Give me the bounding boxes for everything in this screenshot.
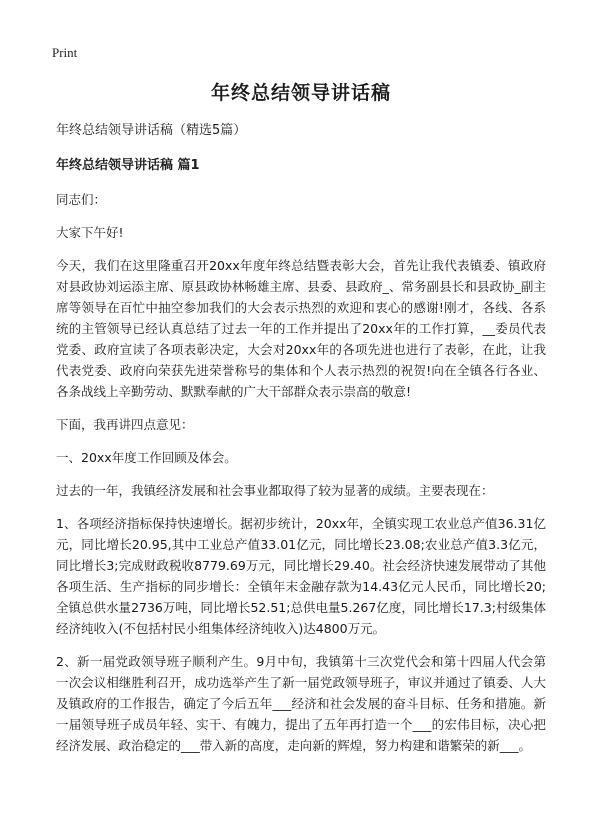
print-link[interactable]: Print xyxy=(52,45,78,60)
paragraph-new-leadership: 2、新一届党政领导班子顺利产生。9月中旬，我镇第十三次党代会和第十四届人代会第一次会议相继胜利召开，成功选举产生了新一届党政领导班子，审议并通过了镇委、人大及镇政府的工作报告，确定了今后五年___经济和社会发展的奋斗目标、任务和措施。新一届领导班子成员年轻、实干、有魄力，提出了五年再打造一个___的宏伟目标，决心把经济发展、政治稳定的___带入新的高度，走向新的辉煌，努力构建和谐繁荣的新___。 xyxy=(56,654,546,753)
paragraph-economic-indicators: 1、各项经济指标保持快速增长。据初步统计，20xx年，全镇实现工农业总产值36.31亿元，同比增长20.95,其中工业总产值33.01亿元，同比增长23.08;农业总产值3.3亿元，同比增长3;完成财政税收8779.69万元，同比增长29.40。社会经济快速发展带动了其他各项生活、生产指标的同步增长：全镇年末金融存款为14.43亿元人民币，同比增长20;全镇总供水量2736万吨，同比增长52.51;总供电量5.267亿度，同比增长17.3;村级集体经济纯收入(不包括村民小组集体经济纯收入)达4800万元。 xyxy=(56,516,546,636)
paragraph-achievements-intro: 过去的一年，我镇经济发展和社会事业都取得了较为显著的成绩。主要表现在： xyxy=(56,483,494,498)
document-subtitle: 年终总结领导讲话稿（精选5篇） xyxy=(56,123,247,138)
paragraph-transition: 下面，我再讲四点意见： xyxy=(56,417,194,432)
paragraph-heading-review: 一、20xx年度工作回顾及体会。 xyxy=(56,450,237,465)
document-title: 年终总结领导讲话稿 xyxy=(210,82,391,104)
paragraph-opening: 今天，我们在这里隆重召开20xx年度年终总结暨表彰大会，首先让我代表镇委、镇政府对县政协刘运添主席、原县政协林畅雄主席、县委、县政府_、常务副县长和县政协_副主席等领导在百忙中抽空参加我们的大会表示热烈的欢迎和衷心的感谢!刚才，各线、各系统的主管领导已经认真总结了过去一年的工作并提出了20xx年的工作打算，__委员代表党委、政府宣读了各项表彰决定，大会对20xx年的各项先进也进行了表彰，在此，让我代表党委、政府向荣获先进荣誉称号的集体和个人表示热烈的祝贺!向在全镇各行各业、各条战线上辛勤劳动、默默奉献的广大干部群众表示崇高的敬意! xyxy=(56,258,546,399)
paragraph-greeting: 同志们： xyxy=(56,192,107,207)
document-body xyxy=(56,78,546,768)
paragraph-salutation: 大家下午好! xyxy=(56,225,124,240)
section-title: 年终总结领导讲话稿 篇1 xyxy=(56,158,200,173)
